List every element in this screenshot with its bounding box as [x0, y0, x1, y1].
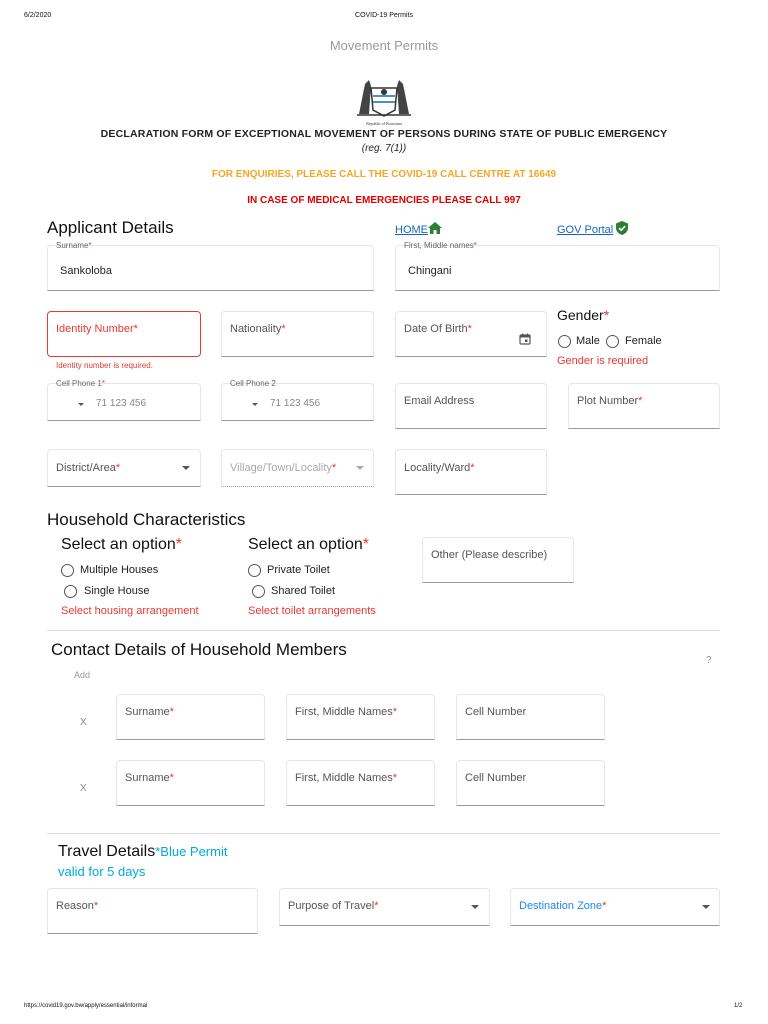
section-divider — [47, 630, 720, 631]
print-title: COVID-19 Permits — [355, 12, 413, 19]
first-names-field[interactable]: First, Middle names* Chingani — [395, 245, 720, 291]
chevron-down-icon[interactable] — [471, 905, 479, 909]
date-of-birth-field[interactable]: Date Of Birth* — [395, 311, 547, 357]
enquiries-notice: FOR ENQUIRIES, PLEASE CALL THE COVID-19 CALL CENTRE AT 16649 — [211, 169, 557, 180]
gov-portal-link[interactable]: GOV Portal — [557, 224, 614, 236]
home-link-group[interactable] — [395, 220, 442, 236]
member-surname-field[interactable]: Surname* — [116, 694, 265, 740]
purpose-of-travel-select[interactable]: Purpose of Travel* — [279, 888, 490, 926]
gov-portal-link-group[interactable] — [557, 220, 629, 236]
surname-label: Surname — [56, 241, 89, 250]
district-label: District/Area — [56, 462, 116, 474]
email-field[interactable] — [395, 383, 547, 429]
country-code-dropdown-icon[interactable] — [252, 403, 258, 406]
identity-number-label: Identity Number — [56, 323, 134, 335]
add-member-button[interactable]: Add — [74, 670, 91, 680]
shared-toilet-label: Shared Toilet — [271, 585, 336, 597]
gender-male-radio[interactable] — [558, 335, 571, 348]
coat-of-arms-emblem — [349, 74, 419, 120]
country-code-dropdown-icon[interactable] — [78, 403, 84, 406]
gender-female-label: Female — [625, 335, 662, 347]
emergency-notice: IN CASE OF MEDICAL EMERGENCIES PLEASE CALL 997 — [247, 195, 521, 206]
surname-value[interactable]: Sankoloba — [60, 265, 112, 277]
member-first-names-field[interactable]: First, Middle Names* — [286, 694, 435, 740]
cell-phone-1-placeholder: 71 123 456 — [96, 398, 147, 409]
chevron-down-icon[interactable] — [702, 905, 710, 909]
multiple-houses-label: Multiple Houses — [80, 564, 159, 576]
calendar-icon[interactable] — [519, 333, 531, 345]
surname-field[interactable]: Surname* Sankoloba — [47, 245, 374, 291]
emblem-caption: Republic of Botswana — [366, 121, 402, 126]
print-url: https://covid19.gov.bw/apply/essential/informal — [24, 1003, 148, 1009]
first-names-label: First, Middle names — [404, 241, 474, 250]
shared-toilet-radio[interactable] — [252, 585, 265, 598]
section-divider — [47, 833, 720, 834]
date-of-birth-label: Date Of Birth — [404, 323, 468, 335]
home-link[interactable]: HOME — [395, 224, 428, 236]
locality-field[interactable]: Locality/Ward* — [395, 449, 547, 495]
village-label: Village/Town/Locality — [230, 462, 332, 474]
district-select[interactable]: District/Area* — [47, 449, 201, 487]
remove-member-button[interactable]: X — [80, 717, 87, 728]
toilet-option-heading: Select an option* — [248, 536, 369, 553]
travel-heading: Travel Details*Blue Permit — [58, 843, 228, 860]
print-page-number: 1/2 — [734, 1003, 743, 1009]
applicant-details-heading: Applicant Details — [47, 218, 174, 237]
destination-label: Destination Zone — [519, 900, 603, 912]
cell-phone-2-placeholder: 71 123 456 — [270, 398, 321, 409]
plot-number-label: Plot Number — [577, 395, 639, 407]
destination-zone-select[interactable]: Destination Zone* — [510, 888, 720, 926]
member-cell-field[interactable]: Cell Number — [456, 694, 605, 740]
multiple-houses-radio[interactable] — [61, 564, 74, 577]
housing-option-heading: Select an option* — [61, 536, 182, 553]
other-description-field[interactable] — [422, 537, 574, 583]
identity-number-error: Identity number is required. — [56, 361, 153, 370]
identity-number-field[interactable]: Identity Number* — [47, 311, 201, 357]
toilet-error: Select toilet arrangements — [248, 605, 376, 617]
nationality-field[interactable]: Nationality* — [221, 311, 374, 357]
private-toilet-label: Private Toilet — [267, 564, 330, 576]
page-title: Movement Permits — [329, 38, 439, 53]
cell-phone-2-field[interactable] — [221, 379, 374, 421]
cell-phone-1-label: Cell Phone 1 — [56, 379, 102, 388]
remove-member-button[interactable]: X — [80, 783, 87, 794]
household-heading: Household Characteristics — [47, 510, 246, 529]
reason-label: Reason — [56, 900, 94, 912]
member-first-names-field[interactable]: First, Middle Names* — [286, 760, 435, 806]
other-description-label: Other (Please describe) — [431, 549, 548, 561]
locality-label: Locality/Ward — [404, 462, 471, 474]
print-date: 6/2/2020 — [24, 12, 52, 19]
private-toilet-radio[interactable] — [248, 564, 261, 577]
cell-phone-2-label: Cell Phone 2 — [230, 379, 276, 388]
gender-error: Gender is required — [557, 355, 649, 367]
single-house-label: Single House — [84, 585, 150, 597]
permit-type-label: *Blue Permit — [155, 844, 228, 859]
chevron-down-icon[interactable] — [356, 466, 364, 470]
nationality-label: Nationality — [230, 323, 282, 335]
plot-number-field[interactable]: Plot Number* — [568, 383, 720, 429]
declaration-heading: DECLARATION FORM OF EXCEPTIONAL MOVEMENT OF PERSONS DURING STATE OF PUBLIC EMERGENCY — [100, 128, 668, 140]
housing-error: Select housing arrangement — [61, 605, 199, 617]
single-house-radio[interactable] — [64, 585, 77, 598]
verified-shield-icon — [615, 221, 629, 235]
first-names-value[interactable]: Chingani — [408, 265, 452, 277]
permit-validity: valid for 5 days — [58, 864, 146, 879]
gender-male-label: Male — [576, 335, 600, 347]
member-surname-field[interactable]: Surname* — [116, 760, 265, 806]
gender-heading: Gender* — [557, 307, 610, 323]
help-icon[interactable]: ? — [706, 655, 712, 666]
village-select[interactable]: Village/Town/Locality* — [221, 449, 374, 487]
reason-field[interactable]: Reason* — [47, 888, 258, 934]
member-cell-field[interactable]: Cell Number — [456, 760, 605, 806]
chevron-down-icon[interactable] — [182, 466, 190, 470]
gender-female-radio[interactable] — [606, 335, 619, 348]
email-label: Email Address — [404, 395, 475, 407]
cell-phone-1-field[interactable]: Cell Phone 1* 71 123 456 — [47, 383, 201, 421]
regulation-reference: (reg. 7(1)) — [361, 143, 407, 154]
home-icon[interactable] — [428, 222, 442, 234]
members-heading: Contact Details of Household Members — [51, 640, 347, 659]
purpose-label: Purpose of Travel — [288, 900, 375, 912]
